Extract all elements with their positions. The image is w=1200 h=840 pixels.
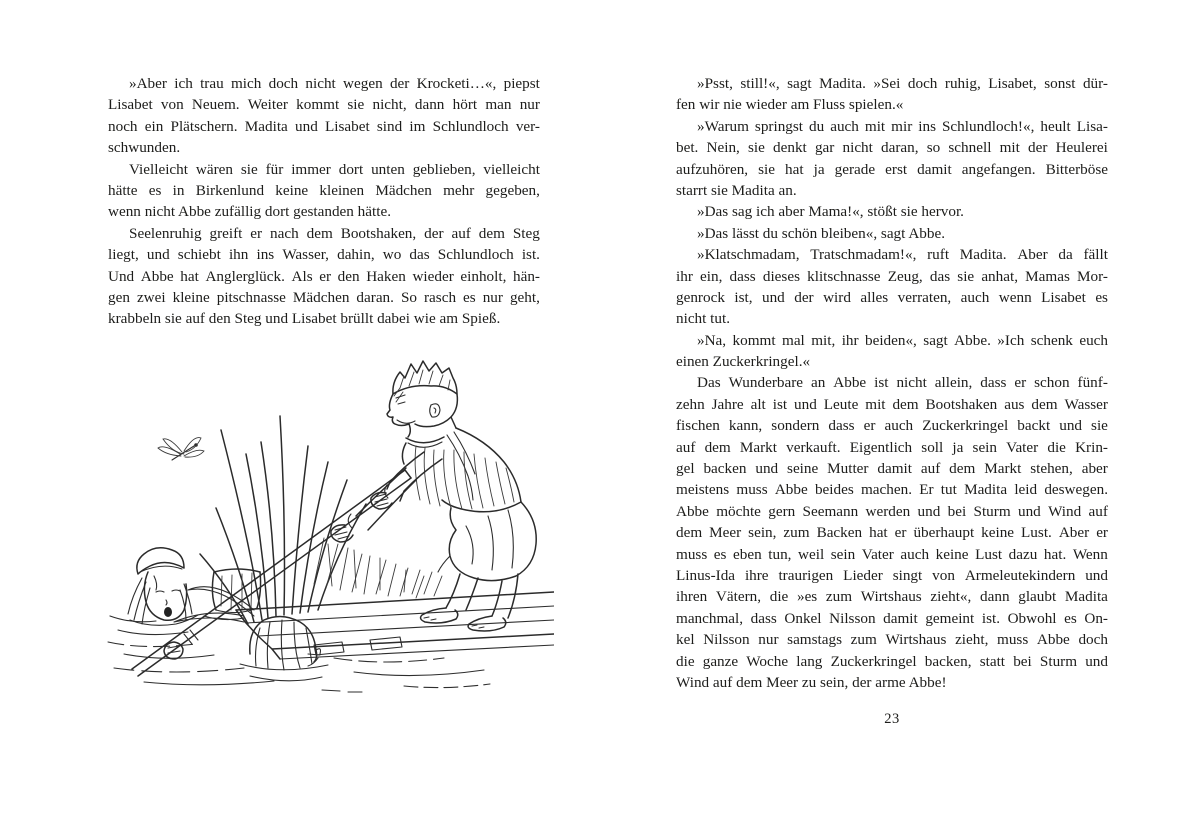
text-line: »Warum springst du auch mit mir ins Schlundloch!«, heult Lisa- <box>697 117 1108 135</box>
text-line: »Na, kommt mal mit, ihr beiden«, sagt Abbe. »Ich schenk euch <box>697 331 1108 349</box>
girl-madita <box>250 616 321 670</box>
text-line: dem Meer sein, zum Backen hat er überhaupt keine Lust. Aber er <box>676 524 1108 542</box>
text-line: ihren Vätern, die »es zum Wirtshaus zieht«, dann glaubt Madita <box>676 588 1108 606</box>
text-line: muss es eben tun, weil sein Vater auch keine Lust dazu hat. Wenn <box>676 545 1108 563</box>
text-line: fen wir nie wieder am Fluss spielen.« <box>676 96 904 114</box>
text-line: die ganze Woche lang Zuckerkringel backen, statt bei Sturm und <box>676 652 1108 670</box>
left-page-text <box>108 73 540 330</box>
text-line: fischen kann, sondern dass er auch Zuckerkringel backt und sie <box>676 417 1108 435</box>
text-line: gel backen und seine Mutter damit auf dem Markt stehen, aber <box>676 460 1108 478</box>
text-line: aufzuhören, sie hat ja gerade erst damit angefangen. Bitterböse <box>676 160 1108 178</box>
text-line: Vielleicht wären sie für immer dort unten geblieben, vielleicht <box>129 160 540 178</box>
girl-lisabet <box>128 548 198 626</box>
right-page-text <box>676 73 1108 693</box>
text-line: meistens muss Abbe beides machen. Er tut Madita leid deswegen. <box>676 481 1108 499</box>
text-line: nicht tut. <box>676 310 730 328</box>
text-line: noch ein Plätschern. Madita und Lisabet sind im Schlundloch ver- <box>108 117 540 135</box>
illustration-drawing <box>104 358 554 696</box>
dragonfly-icon <box>158 438 204 460</box>
text-line: liegt, und schiebt ihn ins Wasser, dahin, wo das Schlundloch ist. <box>108 246 540 264</box>
text-line: ihr ein, dass dieses klitschnasse Zeug, das sie anhat, Mamas Mor- <box>676 267 1108 285</box>
text-line: »Aber ich trau mich doch nicht wegen der Krocketi…«, piepst <box>129 75 540 92</box>
boy-abbe <box>331 361 536 631</box>
text-line: einen Zuckerkringel.« <box>676 353 811 371</box>
text-line: genrock ist, und der wird alles verraten, auch wenn Lisabet es <box>676 288 1108 306</box>
text-line: »Das sag ich aber Mama!«, stößt sie hervor. <box>697 203 964 221</box>
paragraph <box>676 73 1108 116</box>
paragraph <box>676 372 1108 693</box>
paragraph <box>108 159 540 223</box>
text-line: Abbe möchte gern Seemann werden und bei Sturm und Wind auf <box>676 502 1108 520</box>
text-line: manchmal, dass Onkel Nilsson damit gemeint ist. Obwohl es On- <box>676 609 1108 627</box>
paragraph <box>676 116 1108 202</box>
text-line: krabbeln sie auf den Steg und Lisabet brüllt dabei wie am Spieß. <box>108 310 501 328</box>
text-line: zehn Jahre alt ist und Leute mit dem Bootshaken aus dem Wasser <box>676 395 1108 413</box>
text-line: hätte es in Birkenlund keine kleinen Mädchen mehr gegeben, <box>108 181 540 199</box>
reeds <box>174 416 442 624</box>
text-line: Seelenruhig greift er nach dem Bootshaken, der auf dem Steg <box>129 224 540 242</box>
text-line: kel Nilsson nur samstags zum Wirtshaus zieht, muss Abbe doch <box>676 631 1108 649</box>
text-line: Und Abbe hat Anglerglück. Als er den Haken wieder einholt, hän- <box>108 267 540 285</box>
text-line: auf dem Markt verkauft. Eigentlich soll ja sein Vater die Krin- <box>676 438 1108 456</box>
text-line: wenn nicht Abbe zufällig dort gestanden hätte. <box>108 203 391 221</box>
paragraph <box>676 223 1108 244</box>
text-line: Lisabet von Neuem. Weiter kommt sie nicht, dann hört man nur <box>108 96 540 114</box>
illustration-abbe-rescue <box>104 358 554 696</box>
text-line: »Psst, still!«, sagt Madita. »Sei doch ruhig, Lisabet, sonst dür- <box>697 75 1108 92</box>
text-line: bet. Nein, sie denkt gar nicht daran, so schnell mit der Heulerei <box>676 139 1108 157</box>
text-line: Das Wunderbare an Abbe ist nicht allein, dass er schon fünf- <box>697 374 1108 392</box>
paragraph <box>676 244 1108 330</box>
boat-hook-pole <box>132 470 411 676</box>
paragraph <box>108 73 540 159</box>
text-line: starrt sie Madita an. <box>676 181 797 199</box>
text-line: schwunden. <box>108 139 181 157</box>
page-number: 23 <box>884 711 900 727</box>
text-line: »Klatschmadam, Tratschmadam!«, ruft Madita. Aber da fällt <box>697 246 1108 264</box>
text-line: gen zwei kleine pitschnasse Mädchen daran. So rasch es nur geht, <box>108 288 540 306</box>
paragraph <box>108 223 540 330</box>
text-line: »Das lässt du schön bleiben«, sagt Abbe. <box>697 224 946 242</box>
paragraph <box>676 201 1108 222</box>
text-line: Linus-Ida ihre traurigen Lieder singt von Armeleutekindern und <box>676 566 1108 584</box>
text-line: Wind auf dem Meer zu sein, der arme Abbe! <box>676 673 947 691</box>
paragraph <box>676 330 1108 373</box>
